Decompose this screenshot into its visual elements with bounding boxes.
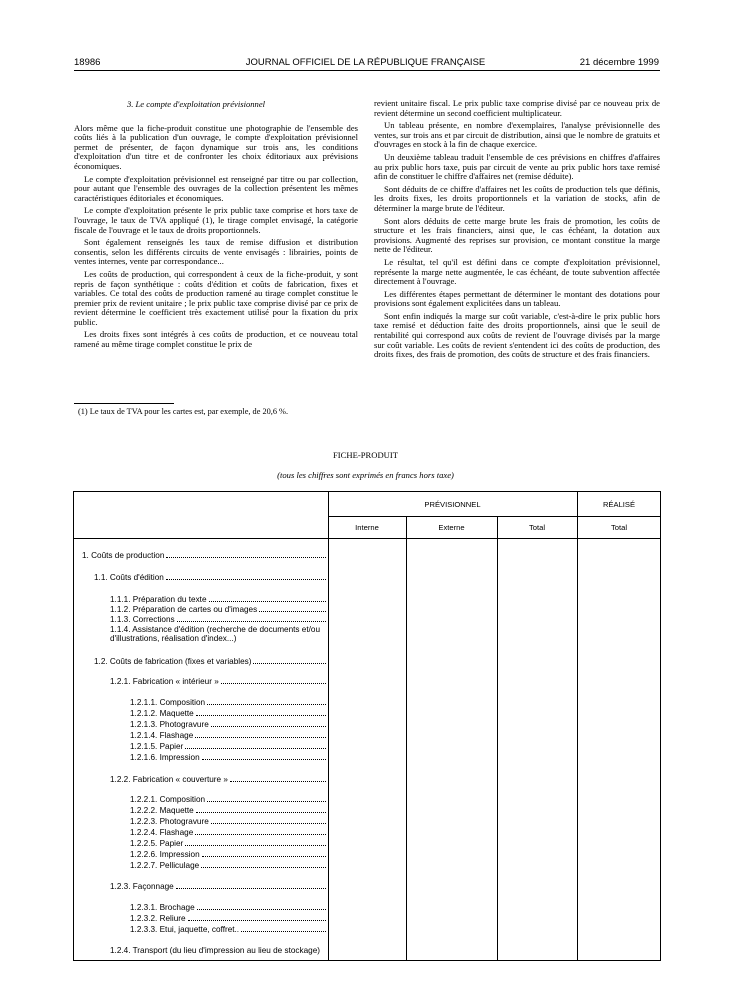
header-rule [74, 70, 660, 71]
header-divider [74, 538, 661, 539]
table-row: 1.2.2. Fabrication « couverture » [110, 775, 326, 784]
paragraph: Un tableau présente, en nombre d'exemplaires, l'analyse prévisionnelle des ventes, sur trois ans et par circuit de distribution, ainsi que le nombre de gratuits et d'ouvrages en stock à la fin de chaque exercice. [374, 120, 660, 150]
paragraph: Sont alors déduits de cette marge brute les frais de promotion, les coûts de structure et les frais financiers, ainsi que, le cas échéant, la dotation aux provisions. Augmenté des reprises sur provision, ce montant constitue la marge nette de l'éditeur. [374, 215, 660, 255]
header-previsionnel: PRÉVISIONNEL [424, 500, 481, 509]
paragraph: Le compte d'exploitation prévisionnel est renseigné par titre ou par collection, pour autant que l'ensemble des ouvrages de la collection présentent les mêmes caractéristiques éditoriales et économiques. [74, 173, 358, 203]
table-row: 1.2.2.3. Photogravure [130, 817, 326, 826]
fiche-produit-table [73, 491, 661, 961]
table-row: 1.2.2.4. Flashage [130, 828, 326, 837]
table-row: 1.2.4. Transport (du lieu d'impression au lieu de stockage) [110, 946, 321, 955]
table-row: 1.2.2.1. Composition [130, 795, 326, 804]
column-divider [406, 516, 407, 960]
paragraph: Les droits fixes sont intégrés à ces coûts de production, et ce nouveau total ramené au même tirage complet constitue le prix de [74, 329, 358, 350]
section-title: 3. Le compte d'exploitation prévisionnel [126, 99, 266, 109]
header-divider [328, 516, 661, 517]
table-row: 1.1.1. Préparation du texte [110, 595, 326, 604]
left-column [74, 100, 358, 353]
table-row: 1.2.1.4. Flashage [130, 731, 326, 740]
column-header-externe: Externe [438, 523, 465, 532]
column-divider [497, 516, 498, 960]
paragraph: revient unitaire fiscal. Le prix public taxe comprise divisé par ce nouveau prix de revient détermine un second coefficient multiplicateur. [374, 98, 660, 118]
page-number: 18986 [74, 57, 101, 68]
table-row: 1.2.1. Fabrication « intérieur » [110, 677, 326, 686]
journal-title: JOURNAL OFFICIEL DE LA RÉPUBLIQUE FRANÇAISE [245, 57, 486, 68]
table-row: 1.2.1.5. Papier [130, 742, 326, 751]
table-row: 1.2.1.2. Maquette [130, 709, 326, 718]
paragraph: Le compte d'exploitation présente le prix public taxe comprise et hors taxe de l'ouvrage, le taux de TVA appliqué (1), le tirage complet envisagé, la catégorie fiscale de l'ouvrage et le taux de droits proportionnels. [74, 205, 358, 235]
table-row: 1.2. Coûts de fabrication (fixes et variables) [94, 657, 326, 666]
paragraph: Les coûts de production, qui correspondent à ceux de la fiche-produit, y sont repris de façon synthétique : coûts d'édition et coûts de fabrication, fixes et variables. Ce total des coûts de production ramené au tirage complet constitue le premier prix de revient unitaire ; le prix public taxe comprise divisé par ce prix de revient détermine le coefficient très exactement utilisé pour la fixation du prix public. [74, 268, 358, 327]
table-row: 1.1.3. Corrections [110, 615, 326, 624]
table-row: 1.2.1.6. Impression [130, 753, 326, 762]
paragraph: Un deuxième tableau traduit l'ensemble de ces prévisions en chiffres d'affaires au prix public hors taxe, puis par circuit de vente au prix public hors taxe remisé afin de constituer le chiffre d'affaires net (remise déduite). [374, 151, 660, 182]
column-divider [328, 492, 329, 960]
fiche-title: FICHE-PRODUIT [333, 450, 398, 460]
column-header-total-realise: Total [610, 523, 628, 532]
paragraph: Le résultat, tel qu'il est défini dans ce compte d'exploitation prévisionnel, représente la marge nette augmentée, le cas échéant, de toute subvention affectée directement à l'ouvrage. [374, 256, 660, 287]
footnote: (1) Le taux de TVA pour les cartes est, par exemple, de 20,6 %. [78, 407, 289, 416]
table-row: 1.1.2. Préparation de cartes ou d'images [110, 605, 326, 614]
table-row: 1.1.4. Assistance d'édition (recherche de documents et/ou d'illustrations, réalisation d'index...) [110, 625, 321, 644]
table-row: 1.2.2.7. Pelliculage [130, 861, 326, 870]
right-column [374, 99, 660, 363]
table-row: 1.2.3. Façonnage [110, 882, 326, 891]
column-divider [577, 492, 578, 960]
table-row: 1.2.2.5. Papier [130, 839, 326, 848]
table-row: 1.1. Coûts d'édition [94, 573, 326, 582]
table-row: 1.2.1.3. Photogravure [130, 720, 326, 729]
table-row: 1.2.3.2. Reliure [130, 914, 326, 923]
table-row: 1.2.1.1. Composition [130, 698, 326, 707]
header-realise: RÉALISÉ [602, 500, 636, 509]
paragraph: Alors même que la fiche-produit constitue une photographie de l'ensemble des coûts liés à la publication d'un ouvrage, le compte d'exploitation prévisionnel permet de présenter, de façon dynamique sur trois ans, les conditions d'exploitation d'un titre et de confronter les choix éditoriaux aux prévisions économiques. [74, 122, 358, 171]
fiche-subtitle: (tous les chiffres sont exprimés en francs hors taxe) [277, 470, 454, 480]
table-row: 1.2.3.3. Etui, jaquette, coffret.. [130, 925, 326, 934]
paragraph: Sont enfin indiqués la marge sur coût variable, c'est-à-dire le prix public hors taxe remisé et déduction faite des droits proportionnels, ainsi que le seuil de rentabilité qui correspond aux coûts de revient de l'ouvrage divisés par la marge sur coût variable. Les coûts de revient s'entendent ici des coûts de production, des droits fixes, des frais de promotion, des coûts de structure et des frais financiers. [374, 310, 660, 360]
paragraph: Sont également renseignés les taux de remise diffusion et distribution consentis, selon les différents circuits de vente envisagés : librairies, points de ventes internes, vente par correspondance... [74, 237, 358, 267]
table-row: 1. Coûts de production [82, 551, 326, 560]
column-header-total-previsionnel: Total [528, 523, 546, 532]
table-row: 1.2.2.6. Impression [130, 850, 326, 859]
column-header-interne: Interne [355, 523, 379, 532]
paragraph: Les différentes étapes permettant de déterminer le montant des dotations pour provisions sont également explicitées dans un tableau. [374, 288, 660, 309]
footnote-rule [74, 403, 174, 404]
table-row: 1.2.3.1. Brochage [130, 903, 326, 912]
publication-date: 21 décembre 1999 [579, 57, 659, 68]
table-row: 1.2.2.2. Maquette [130, 806, 326, 815]
paragraph: Sont déduits de ce chiffre d'affaires net les coûts de production tels que définis, les droits fixes, les droits proportionnels et la variation de stocks, afin de déterminer la marge brute de l'éditeur. [374, 183, 660, 213]
